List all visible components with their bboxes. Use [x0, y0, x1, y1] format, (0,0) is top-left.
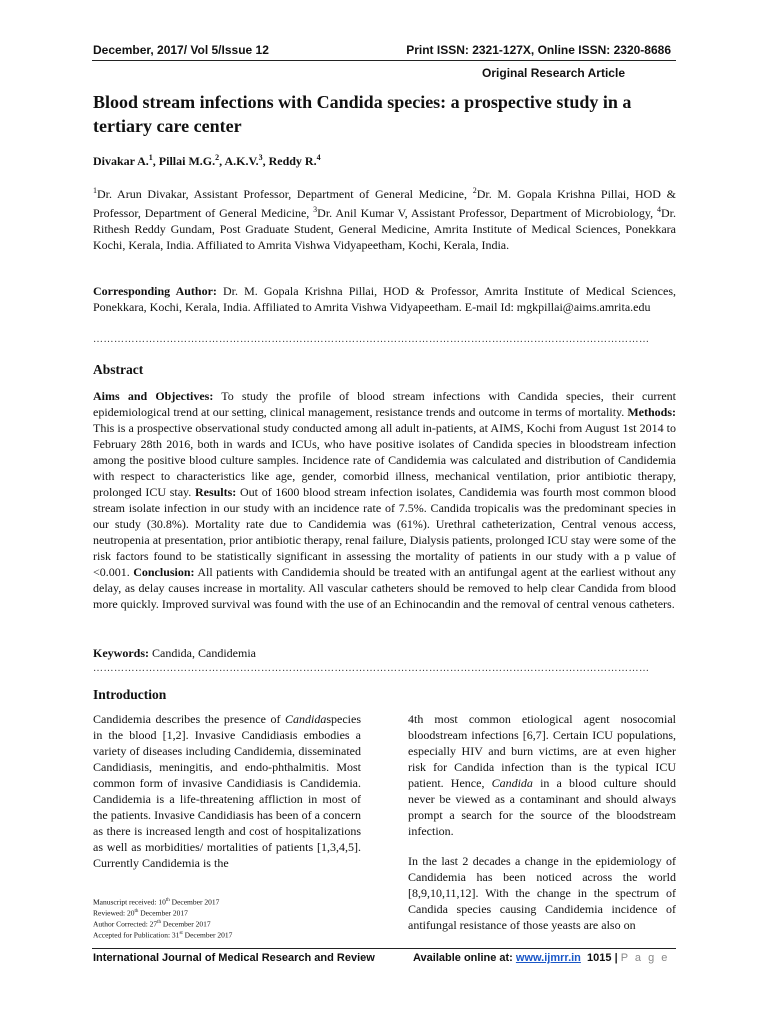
article-type: Original Research Article	[482, 66, 625, 80]
section-separator: ……………………………………………………………………………………………………………………………………………	[93, 664, 650, 674]
abstract-text: Aims and Objectives: To study the profile of blood stream infections with Candida species, their current epidemiological trend at our setting, clinical management, resistance trends and outcome in terms of mortality. Methods: This is a prospective observational study conducted among all adult in-patients, at AIMS, Kochi from August 1st 2014 to February 28th 2016, both in wards and ICUs, who have positive isolates of Candida species in bloodstream infection among the positive blood culture samples. Incidence rate of Candidemia was calculated and distribution of Candidemia with respect to characteristics like age, gender, comorbid illness, mechanical ventilation, prior antibiotic therapy, prolonged ICU stay. Results: Out of 1600 blood stream infection isolates, Candidemia was fourth most common blood stream isolate infection in our study with an incidence rate of 7.5%. Candida tropicalis was the predominant species in our study (30.8%). Mortality rate due to Candidemia was (61%). Urethral catheterization, Central venous access, neutropenia at presentation, prior antibiotic therapy, renal failure, Dialysis patients, prolonged ICU stay were some of the risk factors found to be statistically significant in assessing the mortality of patients in our study with a p value of <0.001. Conclusion: All patients with Candidemia should be treated with an antifungal agent at the earliest without any delay, as delay causes increase in mortality. All vascular catheters should be removed to help clear Candida from blood more quickly. Improved survival was found with the use of an Echinocandin and the removal of central venous catheters.	[93, 389, 676, 611]
intro-paragraph: In the last 2 decades a change in the epidemiology of Candidemia has been noticed across the world [8,9,10,11,12]. With the change in the spectrum of Candida species causing Candidemia incidence of antifungal resistance of those yeasts are also on	[408, 854, 676, 932]
section-separator: ……………………………………………………………………………………………………………………………………………	[93, 335, 650, 345]
intro-paragraph: 4th most common etiological agent nosocomial bloodstream infections [6,7]. Certain ICU populations, especially HIV and burn victims, are at even higher risk for Candida infection than is the typical ICU patient. Hence, Candida in a blood culture should never be viewed as a contaminant and should always prompt a search for the source of the bloodstream infection.	[408, 712, 676, 838]
author-sup: 3	[258, 153, 263, 162]
intro-left-column: Candidemia describes the presence of Candidaspecies in the blood [1,2]. Invasive Candidiasis embodies a variety of diseases including Candidemia, disseminated Candidiasis, meningitis, and endo-phthalmitis. Most common form of invasive Candidiasis is Candidemia. Candidemia is a life-threatening affliction in most of the patients. Invasive Candidiasis has been of a concern as there is increased length and cost of hospitalizations as well as morbidities/ mortalities of patients [1,3,4,5]. Currently Candidemia is the	[93, 712, 361, 870]
keywords	[93, 645, 676, 661]
paper-title: Blood stream infections with Candida species: a prospective study in a tertiary care center	[93, 92, 632, 136]
corresponding-label: Corresponding Author:	[93, 284, 217, 298]
author-sup: 1	[148, 153, 153, 162]
received-date: Manuscript received: 10th December 2017	[93, 897, 220, 907]
author-sup: 2	[215, 153, 220, 162]
corresponding-author	[93, 283, 676, 315]
keywords-text: Candida, Candidemia	[149, 646, 256, 660]
reviewed-date: Reviewed: 20th December 2017	[93, 908, 188, 918]
page-number: 1015	[587, 952, 612, 964]
issn-info: Print ISSN: 2321-127X, Online ISSN: 2320-8686	[406, 43, 671, 57]
author-list: Divakar A.$^1$, Pillai M.G.$^2$, A.K.V.$^3$, Reddy R.$^4$	[93, 153, 321, 168]
header-divider	[92, 60, 676, 61]
affiliations: $^1$Dr. Arun Divakar, Assistant Professor, Department of General Medicine, $^2$Dr. M. Gopala Krishna Pillai, HOD & Professor, Department of General Medicine, $^3$Dr. Anil Kumar V, Assistant Professor, Department of Microbiology, $^4$Dr. Rithesh Reddy Gundam, Post Graduate Student, General Medicine, Amrita Institute of Medical Sciences, Ponekkara Kochi, Kerala, India. Affiliated to Amrita Vishwa Vidyapeetham, Kochi, Kerala, India.	[93, 186, 676, 252]
journal-name: International Journal of Medical Research and Review	[93, 952, 375, 964]
author-name: Reddy R.	[268, 154, 317, 168]
issue-info: December, 2017/ Vol 5/Issue 12	[93, 43, 269, 57]
accepted-date: Accepted for Publication: 31st December 2017	[93, 930, 233, 940]
introduction-heading: Introduction	[93, 687, 167, 702]
page-word: P a g e	[620, 952, 670, 964]
footer-availability: Available online at: www.ijmrr.in 1015 | P a g e	[413, 952, 670, 964]
manuscript-dates	[93, 896, 343, 940]
footer-divider	[92, 948, 676, 949]
author-name: Divakar A.	[93, 154, 149, 168]
author-name: Pillai M.G.	[158, 154, 216, 168]
intro-right-column	[408, 711, 676, 947]
keywords-label: Keywords:	[93, 646, 149, 660]
corrected-date: Author Corrected: 27th December 2017	[93, 919, 211, 929]
author-name: A.K.V.	[224, 154, 259, 168]
abstract-heading: Abstract	[93, 362, 144, 377]
corresponding-text: Dr. M. Gopala Krishna Pillai, HOD & Professor, Amrita Institute of Medical Sciences, Ponekkara, Kochi, Kerala, India. Affiliated to Amrita Vishwa Vidyapeetham. E-mail Id: mgkpillai@aims.amrita.edu	[93, 284, 677, 314]
author-sup: 4	[316, 153, 321, 162]
journal-url-link[interactable]: www.ijmrr.in	[515, 952, 581, 964]
